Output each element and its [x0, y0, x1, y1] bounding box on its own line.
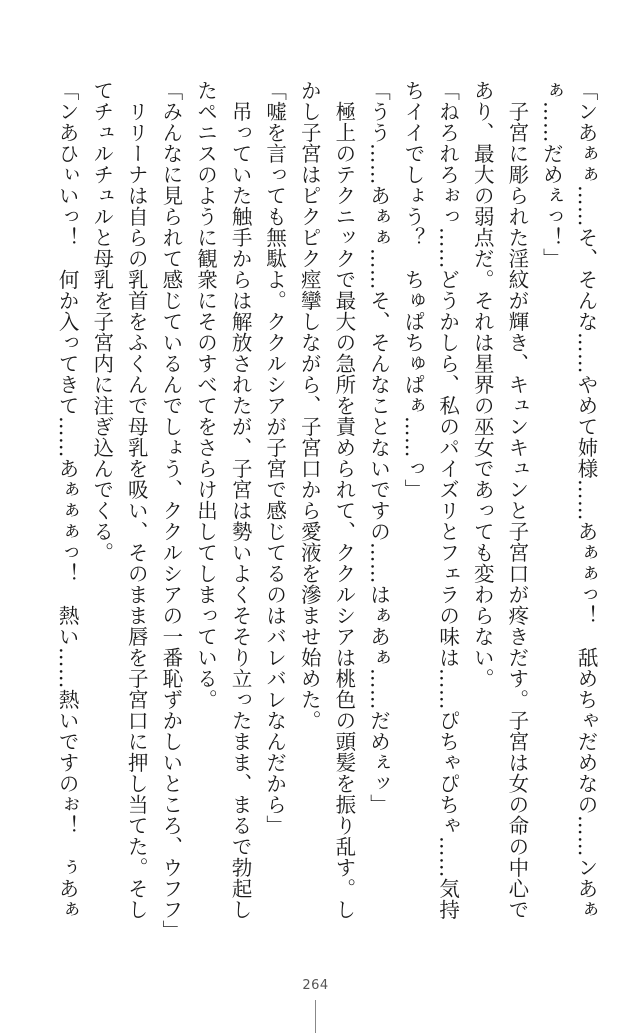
- text-line-4: あり、最大の弱点だ。それは星界の巫女であっても変わらない。: [470, 80, 495, 689]
- text-line-3: 子宮に彫られた淫紋が輝き、キュンキュンと子宮口が疼きだす。子宮は女の命の中心で: [504, 80, 529, 920]
- text-line-11: 吊っていた触手からは解放されたが、子宮は勢いよくそそり立ったまま、まるで勃起し: [228, 80, 253, 920]
- text-line-1: 「ンあぁぁ……そ、そんな……やめて姉様……あぁぁっ！ 舐めちゃだめなの……ンあぁ: [574, 80, 598, 920]
- text-line-16: 「ンあひぃいっ！ 何か入ってきて……あぁぁぁっ！ 熱い……熱いですのぉ！ ぅあぁ: [55, 80, 80, 920]
- text-line-2: ぁ……だめぇっ！」: [539, 80, 564, 269]
- page-number: 264: [302, 978, 329, 993]
- text-line-12: たペニスのように観衆にそのすべてをさらけ出してしまっている。: [193, 80, 218, 710]
- text-line-13: 「みんなに見られて感じているんでしょう、ククルシアの一番恥ずかしいところ、ウフフ」: [158, 80, 183, 941]
- page-number-rule: [315, 1000, 316, 1033]
- text-line-9: かし子宮はピクピク痙攣しながら、子宮口から愛液を滲ませ始めた。: [297, 80, 322, 731]
- text-line-14: リリーナは自らの乳首をふくんで母乳を吸い、そのまま唇を子宮口に押し当てた。そし: [124, 80, 149, 920]
- text-line-7: 「うう……あぁぁ……そ、そんなことないですの……はぁあぁ……だめぇッ」: [366, 80, 391, 815]
- text-line-8: 極上のテクニックで最大の急所を責められて、ククルシアは桃色の頭髪を振り乱す。し: [331, 80, 356, 920]
- vertical-text-body: [23, 80, 603, 960]
- text-line-5: 「ねろれろぉっ……どうかしら、私のパイズリとフェラの味は……ぴちゃぴちゃ……気持: [435, 80, 460, 920]
- text-line-15: てチュルチュルと母乳を子宮内に注ぎ込んでくる。: [89, 80, 114, 563]
- text-line-10: 「嘘を言っても無駄よ。ククルシアが子宮で感じてるのはバレバレなんだから」: [262, 80, 287, 836]
- text-line-6: ちイイでしょう？ ちゅぱちゅぱぁ……っ」: [401, 80, 426, 500]
